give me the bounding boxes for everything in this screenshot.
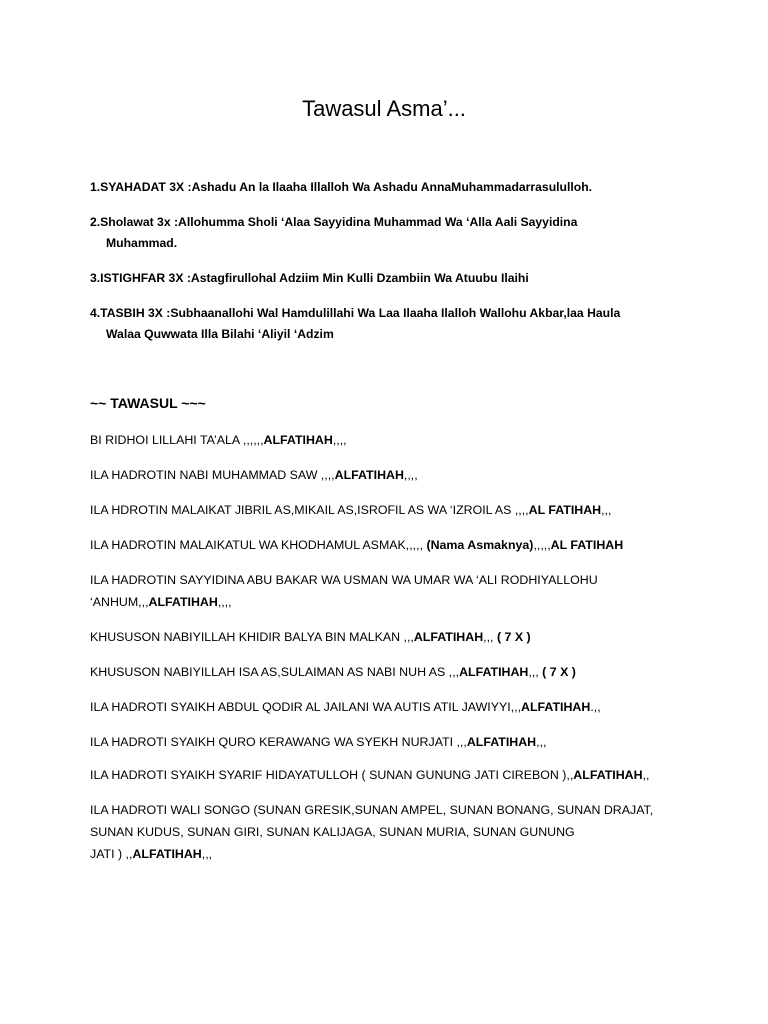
tawasul-line — [90, 534, 690, 556]
tawasul-continuation: SUNAN KUDUS, SUNAN GIRI, SUNAN KALIJAGA, SUNAN MURIA, SUNAN GUNUNG — [90, 825, 575, 839]
tawasul-bold: ALFATIHAH — [334, 468, 404, 482]
tawasul-tail: ,, — [642, 768, 650, 782]
tawasul-line — [90, 569, 690, 613]
tawasul-text: ILA HADROTIN SAYYIDINA ABU BAKAR WA USMAN WA UMAR WA ‘ALI RODHIYALLOHU — [90, 573, 598, 587]
numbered-item-syahadat — [90, 177, 690, 198]
tawasul-line — [90, 731, 690, 753]
tawasul-text: ILA HADROTI SYAIKH ABDUL QODIR AL JAILANI WA AUTIS ATIL JAWIYYI,,, — [90, 700, 522, 714]
tawasul-bold: ALFATIHAH — [263, 433, 333, 447]
tawasul-bold: ALFATIHAH — [413, 630, 484, 644]
tawasul-continuation: JATI ) ,, — [90, 847, 133, 861]
tawasul-tail: ,,, — [528, 665, 543, 679]
numbered-item-line: 3.ISTIGHFAR 3X :Astagfirullohal Adziim Min Kulli Dzambiin Wa Atuubu Ilaihi — [90, 271, 529, 285]
tawasul-line — [90, 661, 690, 683]
tawasul-bold: ALFATIHAH — [459, 665, 529, 679]
tawasul-bold: (Nama Asmaknya) — [426, 538, 534, 552]
tawasul-line — [90, 764, 690, 786]
numbered-item-line: 4.TASBIH 3X :Subhaanallohi Wal Hamdulillahi Wa Laa Ilaaha Ilalloh Wallohu Akbar,laa Haula — [90, 306, 621, 320]
tawasul-bold-second: ( 7 X ) — [542, 665, 576, 679]
tawasul-tail: ,,, — [201, 847, 213, 861]
tawasul-tail: ,,,, — [403, 468, 418, 482]
tawasul-tail: .,, — [590, 700, 601, 714]
tawasul-bold-second: AL FATIHAH — [550, 538, 624, 552]
tawasul-tail: ,,, — [483, 630, 497, 644]
tawasul-text: ILA HADROTIN NABI MUHAMMAD SAW ,,,, — [90, 468, 335, 482]
tawasul-bold: ALFATIHAH — [132, 847, 202, 861]
tawasul-bold: ALFATIHAH — [466, 735, 537, 749]
tawasul-tail: ,,,, — [332, 433, 347, 447]
numbered-item-istighfar — [90, 268, 690, 289]
tawasul-continuation: ‘ANHUM,,, — [90, 595, 149, 609]
tawasul-line — [90, 499, 690, 521]
numbered-item-sholawat — [90, 212, 690, 254]
tawasul-text: ILA HDROTIN MALAIKAT JIBRIL AS,MIKAIL AS,ISROFIL AS WA ‘IZROIL AS ,,,, — [90, 503, 529, 517]
tawasul-bold-second: ( 7 X ) — [496, 630, 531, 644]
tawasul-line — [90, 696, 690, 718]
numbered-item-continuation: Walaa Quwwata Illa Bilahi ‘Aliyil ‘Adzim — [106, 327, 334, 341]
numbered-item-line: 2.Sholawat 3x :Allohumma Sholi ‘Alaa Sayyidina Muhammad Wa ‘Alla Aali Sayyidina — [90, 215, 578, 229]
tawasul-line — [90, 626, 690, 648]
tawasul-tail: ,,,,, — [533, 538, 551, 552]
numbered-item-continuation: Muhammad. — [106, 236, 178, 250]
tawasul-text: ILA HADROTI SYAIKH SYARIF HIDAYATULLOH ( SUNAN GUNUNG JATI CIREBON ),, — [90, 768, 574, 782]
tawasul-text: BI RIDHOI LILLAHI TA’ALA ,,,,,, — [90, 433, 264, 447]
tawasul-text: KHUSUSON NABIYILLAH KHIDIR BALYA BIN MALKAN ,,, — [90, 630, 414, 644]
tawasul-tail: ,,, — [601, 503, 612, 517]
page-title: Tawasul Asma’... — [302, 96, 466, 121]
tawasul-line — [90, 429, 690, 451]
tawasul-text: ILA HADROTIN MALAIKATUL WA KHODHAMUL ASMAK,,,,, — [90, 538, 427, 552]
numbered-item-line: 1.SYAHADAT 3X :Ashadu An la Ilaaha Illalloh Wa Ashadu AnnaMuhammadarrasululloh. — [90, 180, 593, 194]
tawasul-bold: ALFATIHAH — [148, 595, 218, 609]
section-heading-tawasul: ~~ TAWASUL ~~~ — [90, 395, 206, 411]
tawasul-bold: AL FATIHAH — [528, 503, 602, 517]
tawasul-tail: ,,, — [536, 735, 547, 749]
tawasul-tail: ,,,, — [217, 595, 232, 609]
tawasul-bold: ALFATIHAH — [521, 700, 591, 714]
tawasul-line — [90, 799, 690, 865]
tawasul-text: KHUSUSON NABIYILLAH ISA AS,SULAIMAN AS NABI NUH AS ,,, — [90, 665, 460, 679]
tawasul-text: ILA HADROTI SYAIKH QURO KERAWANG WA SYEKH NURJATI ,,, — [90, 735, 467, 749]
tawasul-bold: ALFATIHAH — [573, 768, 643, 782]
numbered-item-tasbih — [90, 303, 690, 345]
tawasul-line — [90, 464, 690, 486]
tawasul-text: ILA HADROTI WALI SONGO (SUNAN GRESIK,SUNAN AMPEL, SUNAN BONANG, SUNAN DRAJAT, — [90, 803, 654, 817]
